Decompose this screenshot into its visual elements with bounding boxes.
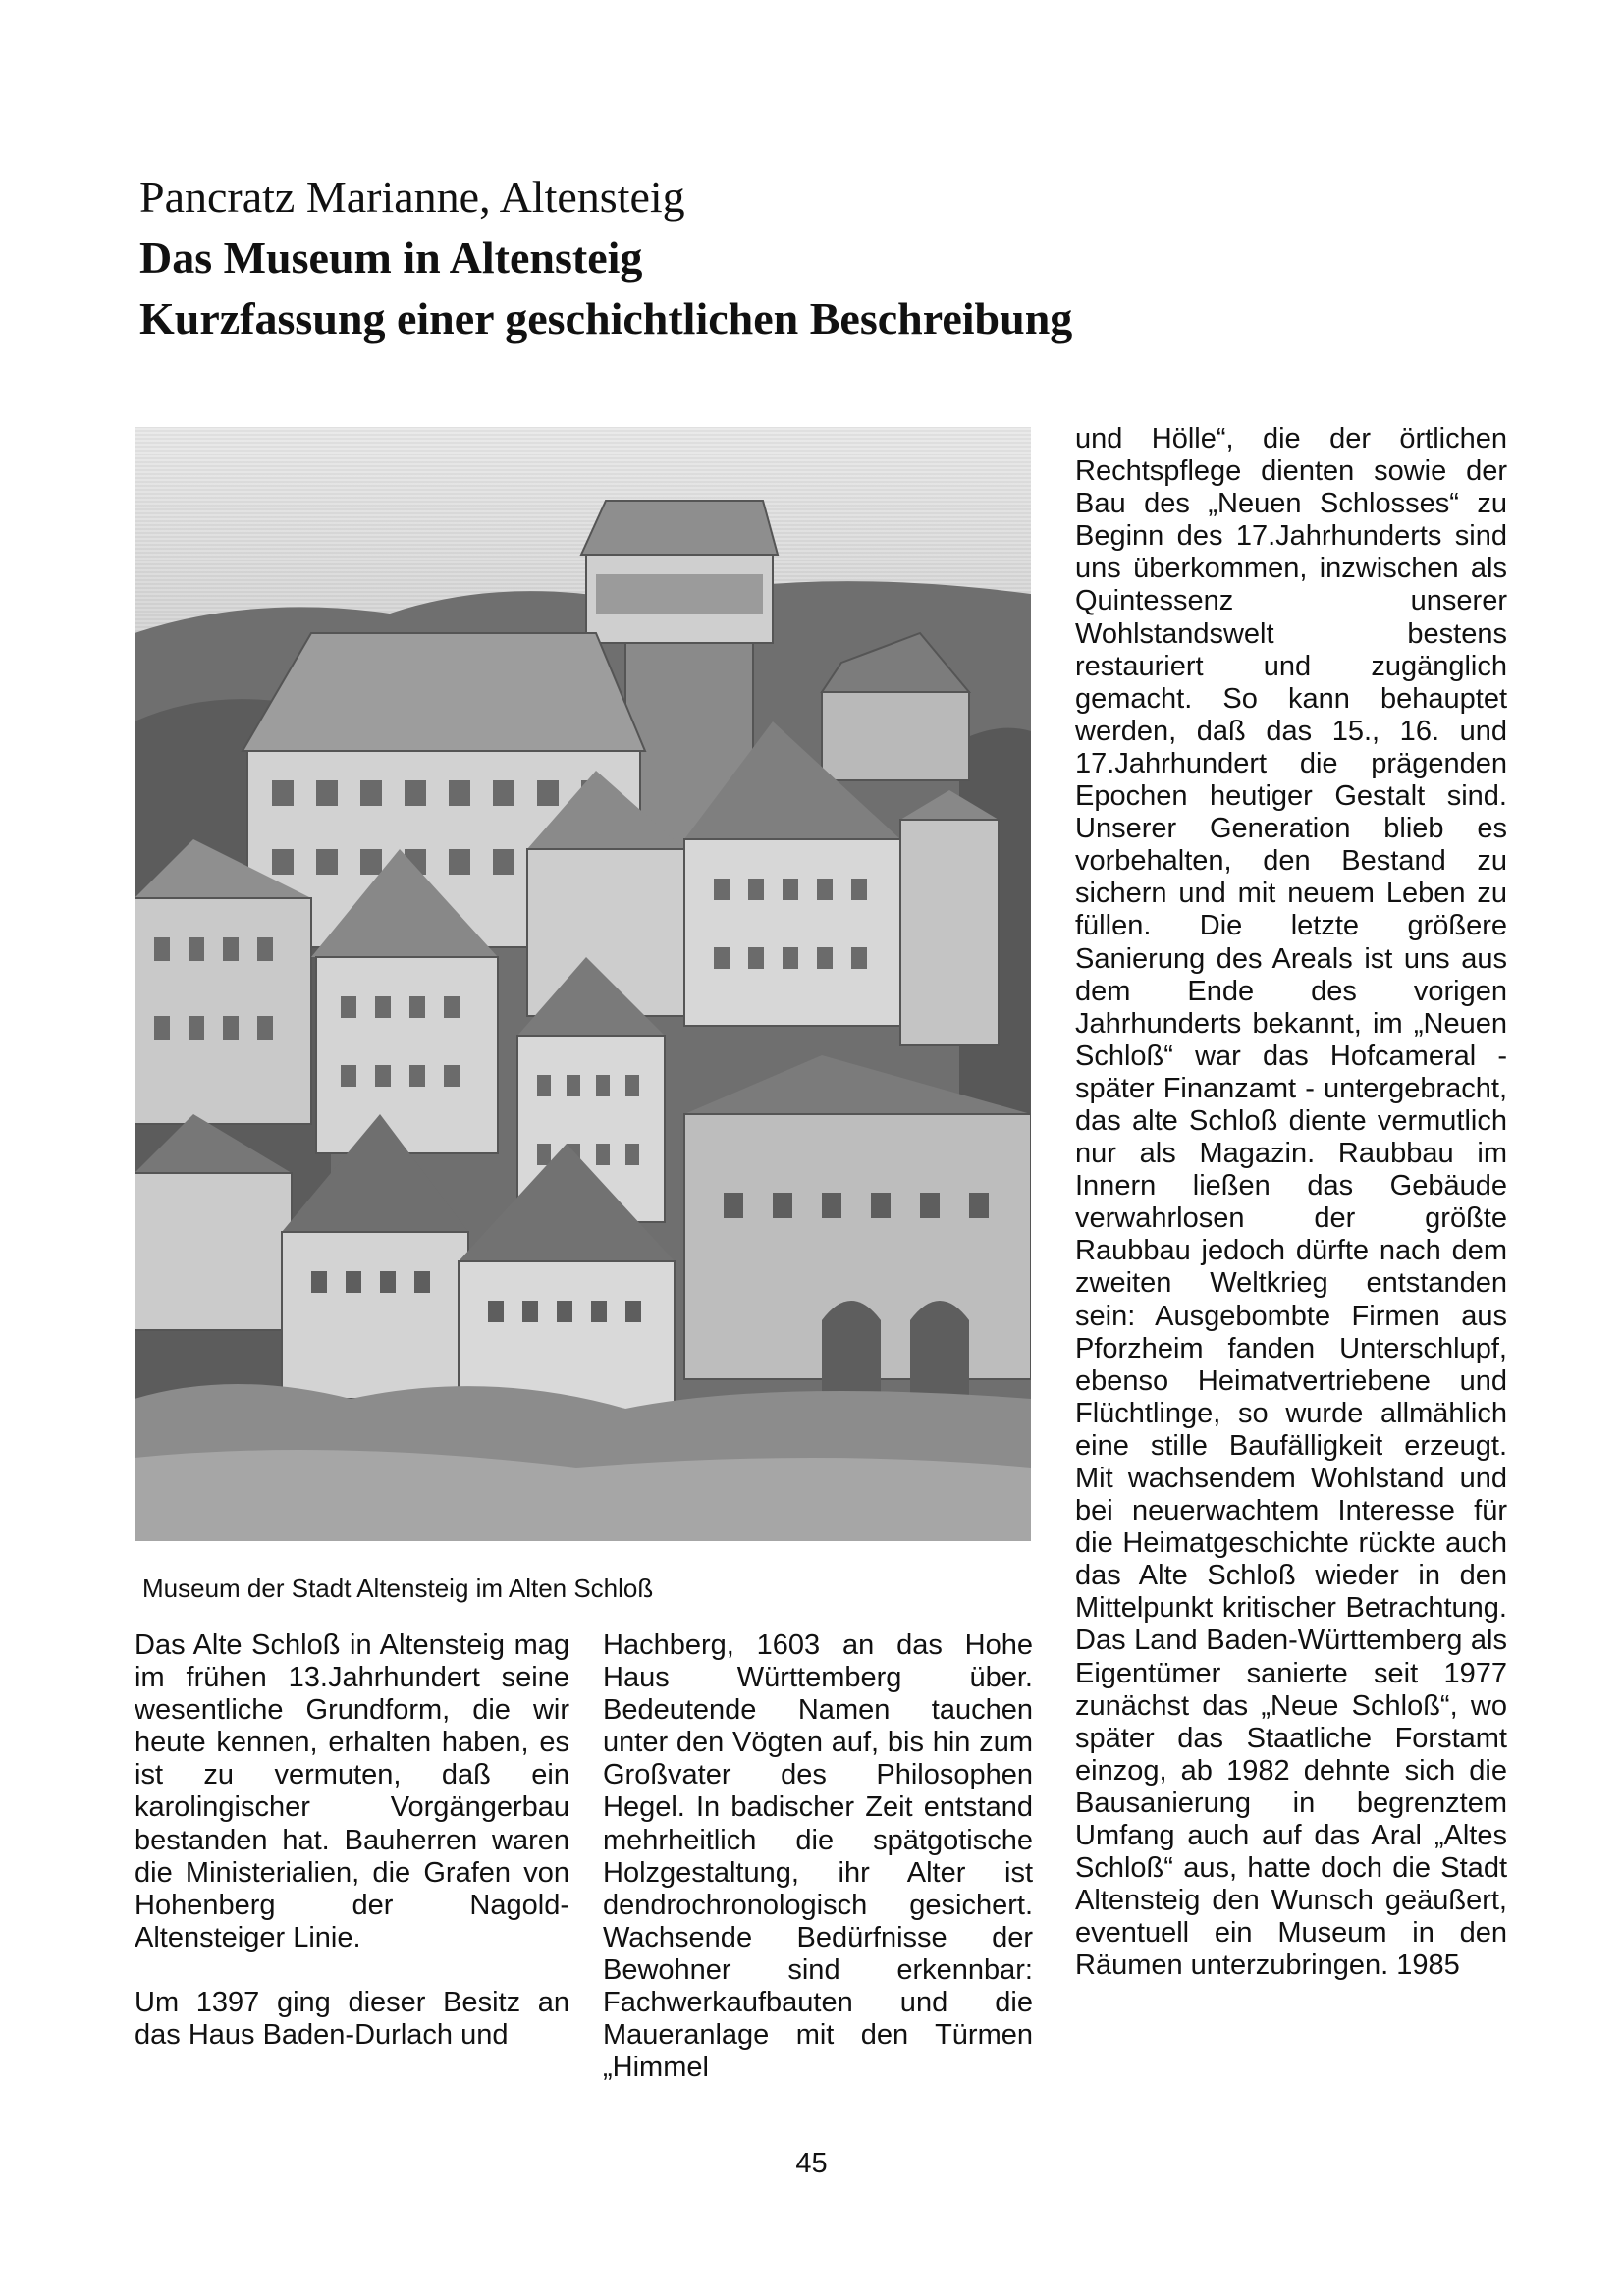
paragraph: Um 1397 ging dieser Besitz an das Haus Baden-Durlach und [135,1986,569,2052]
castle-photo-illustration [135,427,1031,1541]
author-line: Pancratz Marianne, Altensteig [139,172,685,222]
paragraph: und Hölle“, die der örtlichen Rechtspflege dienten sowie der Bau des „Neuen Schlosses“ zu Beginn des 17.Jahrhunderts sind uns überkommen, inzwischen als Quintessenz unserer Wohlstandswelt bestens restauriert und zugänglich gemacht. So kann behauptet werden, daß das 15., 16. und 17.Jahrhundert die prägenden Epochen heutiger Gestalt sind. Unserer Generation blieb es vorbehalten, den Bestand zu sichern und mit neuem Leben zu füllen. Die letzte größere Sanierung des Areals ist uns aus dem Ende des vorigen Jahrhunderts bekannt, im „Neuen Schloß“ war das Hofcameral - später Finanzamt - untergebracht, das alte Schloß diente vermutlich nur als Magazin. Raubbau im Innern ließen das Gebäude verwahrlosen der größte Raubbau jedoch dürfte nach dem zweiten Weltkrieg entstanden sein: Ausgebombte Firmen aus Pforzheim fanden Unterschlupf, ebenso Heimatvertriebene und Flüchtlinge, so wurde allmählich eine stille Baufälligkeit erzeugt. Mit wachsendem Wohlstand und bei neuerwachtem Interesse für die Heimatgeschichte rückte auch das Alte Schloß wieder in den Mittelpunkt kritischer Betrachtung. Das Land Baden-Württemberg als Eigentümer sanierte seit 1977 zunächst das „Neue Schloß“, wo später das Staatliche Forstamt einzog, ab 1982 dehnte sich die Bausanierung in begrenztem Umfang auch auf das Aral „Altes Schloß“ aus, hatte doch die Stadt Altensteig den Wunsch geäußert, eventuell ein Museum in den Räumen unterzubringen. 1985 [1075,423,1507,1982]
text-column-1 [135,1629,569,2052]
paragraph: Hachberg, 1603 an das Hohe Haus Württemberg über. Bedeutende Namen tauchen unter den Vögten auf, bis hin zum Großvater des Philosophen Hegel. In badischer Zeit entstand mehrheitlich die spätgotische Holzgestaltung, ihr Alter ist dendrochronologisch gesichert. Wachsende Bedürfnisse der Bewohner sind erkennbar: Fachwerkaufbauten und die Maueranlage mit den Türmen „Himmel [603,1629,1033,2084]
text-column-3 [1075,423,1507,1983]
page-number: 45 [795,2148,828,2179]
article-title: Das Museum in Altensteig [139,233,643,283]
paragraph: Das Alte Schloß in Altensteig mag im frühen 13.Jahrhundert seine wesentliche Grundform, die wir heute kennen, erhalten haben, es ist zu vermuten, daß ein karolingischer Vorgängerbau bestanden hat. Bauherren waren die Ministerialien, die Grafen von Hohenberg der Nagold-Altensteiger Linie. [135,1629,569,1953]
article-header [139,167,1416,349]
text-column-2 [603,1629,1033,2084]
castle-photo [135,427,1031,1541]
figure-caption: Museum der Stadt Altensteig im Alten Schloß [142,1574,654,1603]
article-subtitle: Kurzfassung einer geschichtlichen Beschreibung [139,294,1073,344]
